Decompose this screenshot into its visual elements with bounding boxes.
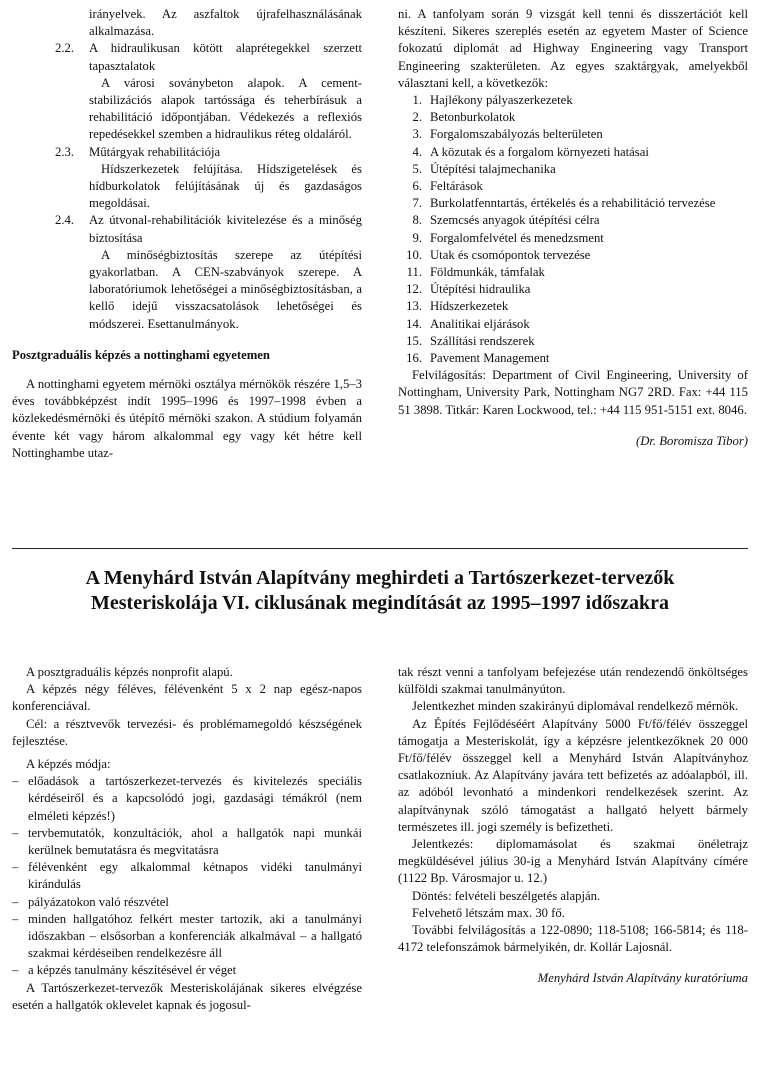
foundation-signature: Menyhárd István Alapítvány kuratóriuma [537,971,748,986]
top-right-column [398,6,748,450]
article-paragraph: A nottinghami egyetem mérnöki osztálya mérnökök részére 1,5–3 éves továbbképzést indít 1995–1996 és 1997–1998 évben a közlekedésmérnöki és útépítő mérnöki szakon. A stúdium folyamán évente két vagy három alkalommal egy vagy két hétre kell Nottinghambe utaz- [12,377,362,460]
list-item [398,350,748,367]
list-item [398,230,748,247]
paragraph: A képzés négy féléves, félévenként 5 x 2 nap egész-napos konferenciával. [12,682,362,714]
item-text: Betonburkolatok [430,110,516,125]
item-number: 16. [406,351,422,366]
section-title: Az útvonal-rehabilitációk kivitelezése és a minőség biztosítása [89,213,362,245]
top-left-column [12,6,362,462]
section-body: A városi soványbeton alapok. A cement-stabilizációs alapok tartóssága és teherbírásuk a rehabilitáció időpontjában. Védekezés a reflexiós repedésekkel szemben a hidraulikus réteg oldaláról. [89,75,362,142]
article-heading: Posztgraduális képzés a nottinghami egyetemen [12,347,270,362]
item-number: 11. [406,265,422,280]
announcement-title [12,566,748,616]
list-item [398,126,748,143]
item-text: Hajlékony pályaszerkezetek [430,93,573,108]
paragraph: tak részt venni a tanfolyam befejezése után rendezendő önköltséges külföldi szakmai tanulmányúton. [398,665,748,697]
item-number: 3. [412,127,422,142]
dash-item: – tervbemutatók, konzultációk, ahol a hallgatók napi munkái kerülnek bemutatásra és megvitatásra [12,825,362,859]
dash-item: – előadások a tartószerkezet-tervezés és kivitelezés speciális kérdéseiről és a kapcsolódó jogi, gazdasági témákról (nem elméleti képzés!) [12,773,362,825]
item-number: 12. [406,282,422,297]
item-number: 6. [412,179,422,194]
list-item [398,298,748,315]
item-text: Hídszerkezetek [430,299,509,314]
section-body: A minőségbiztosítás szerepe az útépítési gyakorlatban. A CEN-szabványok szerepe. A laboratóriumok lehetőségei a minőségbiztosításban, a kellő idejű visszacsatolások lehetőségei és módszerei. Esettanulmányok. [89,247,362,331]
item-number: 5. [412,161,422,176]
section-title: Műtárgyak rehabilitációja [89,144,221,159]
subject-list [398,92,748,367]
item-number: 8. [412,213,422,228]
item-number: 7. [412,196,422,211]
section-body: Hídszerkezetek felújítása. Hídszigetelések és hídburkolatok felújításának új és gazdaságos megoldásai. [89,161,362,211]
paragraph: A képzés módja: [26,757,111,772]
dash-item: – félévenként egy alkalommal kétnapos vidéki tanulmányi kirándulás [12,859,362,893]
dash-item: – a képzés tanulmány készítésével ér véget [12,962,362,979]
paragraph: Felvehető létszám max. 30 fő. [412,905,565,920]
list-item [398,109,748,126]
item-text: Burkolatfenntartás, értékelés és a rehabilitáció tervezése [430,196,716,211]
paragraph: A posztgraduális képzés nonprofit alapú. [26,665,233,679]
list-item [398,161,748,178]
section-2-3 [12,144,362,213]
dash-item: – pályázatokon való részvétel [12,894,362,911]
list-item [398,212,748,229]
section-2-4 [12,212,362,332]
paragraph: Döntés: felvételi beszélgetés alapján. [412,888,601,903]
paragraph: Az Építés Fejlődéséért Alapítvány 5000 Ft/fő/félév összeggel támogatja a Mesteriskolát, így a képzésre jelentkezőknek 20 000 Ft/fő/félév összeggel kell a Menyhárd István Alapítványhoz csatlakozniuk. Az Alapítvány javára tett befizetés az adóalapból, ill. az adóból levonható a mindenkori rendelkezések szerint. Az alapítványnak szóló támogatást a hallgató helyett bármely természetes ill. jogi személy is befizetheti. [398,716,748,834]
paragraph: Jelentkezés: diplomamásolat és szakmai önéletrajz megküldésével július 30-ig a Menyhárd István Alapítvány címére (1122 Bp. Városmajor u. 12.) [398,837,748,886]
contact-info: Felvilágosítás: Department of Civil Engineering, University of Nottingham, University Park, Nottingham NG7 2RD. Fax: +44 115 51 3898. Titkár: Karen Lockwood, tel.: +44 115 951-5151 ext. 8046. [398,368,748,417]
item-text: Útépítési talajmechanika [430,161,556,176]
list-item [398,92,748,109]
paragraph: Jelentkezhet minden szakirányú diplomával rendelkező mérnök. [412,699,739,714]
item-number: 13. [406,299,422,314]
section-number: 2.4. [55,213,75,228]
list-item [398,281,748,298]
paragraph: További felvilágosítás a 122-0890; 118-5108; 166-5814; és 118-4172 telefonszámok bármelyikén, dr. Kollár Lajosnál. [398,923,748,955]
item-text: Szállítási rendszerek [430,333,535,348]
item-text: A közutak és a forgalom környezeti hatásai [430,144,649,159]
author-signature: (Dr. Boromisza Tibor) [636,433,748,448]
item-number: 2. [412,110,422,125]
item-text: Pavement Management [430,351,550,366]
item-text: Szemcsés anyagok útépítési célra [430,213,600,228]
continued-text: irányelvek. Az aszfaltok újrafelhasználásának alkalmazása. [89,7,362,39]
item-number: 1. [412,93,422,108]
section-2-2 [12,40,362,143]
item-text: Útépítési hidraulika [430,282,531,297]
list-item [398,195,748,212]
bottom-right-column [398,664,748,988]
item-number: 14. [406,316,422,331]
list-item [398,178,748,195]
list-item [398,264,748,281]
section-number: 2.3. [55,144,75,159]
paragraph: A Tartószerkezet-tervezők Mesteriskolájának sikeres elvégzése esetén a hallgatók oklevelet kapnak és jogosul- [12,980,362,1012]
list-item [398,333,748,350]
list-item [398,144,748,161]
item-number: 10. [406,247,422,262]
item-text: Földmunkák, támfalak [430,265,545,280]
list-item [398,247,748,264]
item-text: Analitikai eljárások [430,316,530,331]
dash-item: – minden hallgatóhoz felkért mester tartozik, aki a tanulmányi időszakban – elsősorban a konferenciák alkalmával – a hallgató szakmai kérdéseiben rendelkezésre áll [12,911,362,963]
title-line-1: A Menyhárd István Alapítvány meghirdeti a Tartószerkezet-tervezők [85,567,675,589]
section-divider [12,548,748,549]
list-item [398,316,748,333]
item-number: 9. [412,230,422,245]
title-line-2: Mesteriskolája VI. ciklusának megindítását az 1995–1997 időszakra [91,592,669,614]
item-text: Forgalomszabályozás belterületen [430,127,603,142]
item-number: 15. [406,333,422,348]
item-number: 4. [412,144,422,159]
section-title: A hidraulikusan kötött alaprétegekkel szerzett tapasztalatok [89,41,362,73]
item-text: Utak és csomópontok tervezése [430,247,591,262]
section-number: 2.2. [55,41,75,56]
item-text: Forgalomfelvétel és menedzsment [430,230,604,245]
item-text: Feltárások [430,179,483,194]
intro-paragraph: ni. A tanfolyam során 9 vizsgát kell tenni és disszertációt kell készíteni. Sikeres szereplés esetén az egyetem Master of Science fokozatú diplomát ad Highway Engineering vagy Transport Engineering szakterületen. Az egyes szaktárgyak, amelyekből választani kell, a következők: [398,7,748,90]
paragraph: Cél: a résztvevők tervezési- és problémamegoldó készségének fejlesztése. [12,716,362,748]
bottom-left-column [12,664,362,1014]
